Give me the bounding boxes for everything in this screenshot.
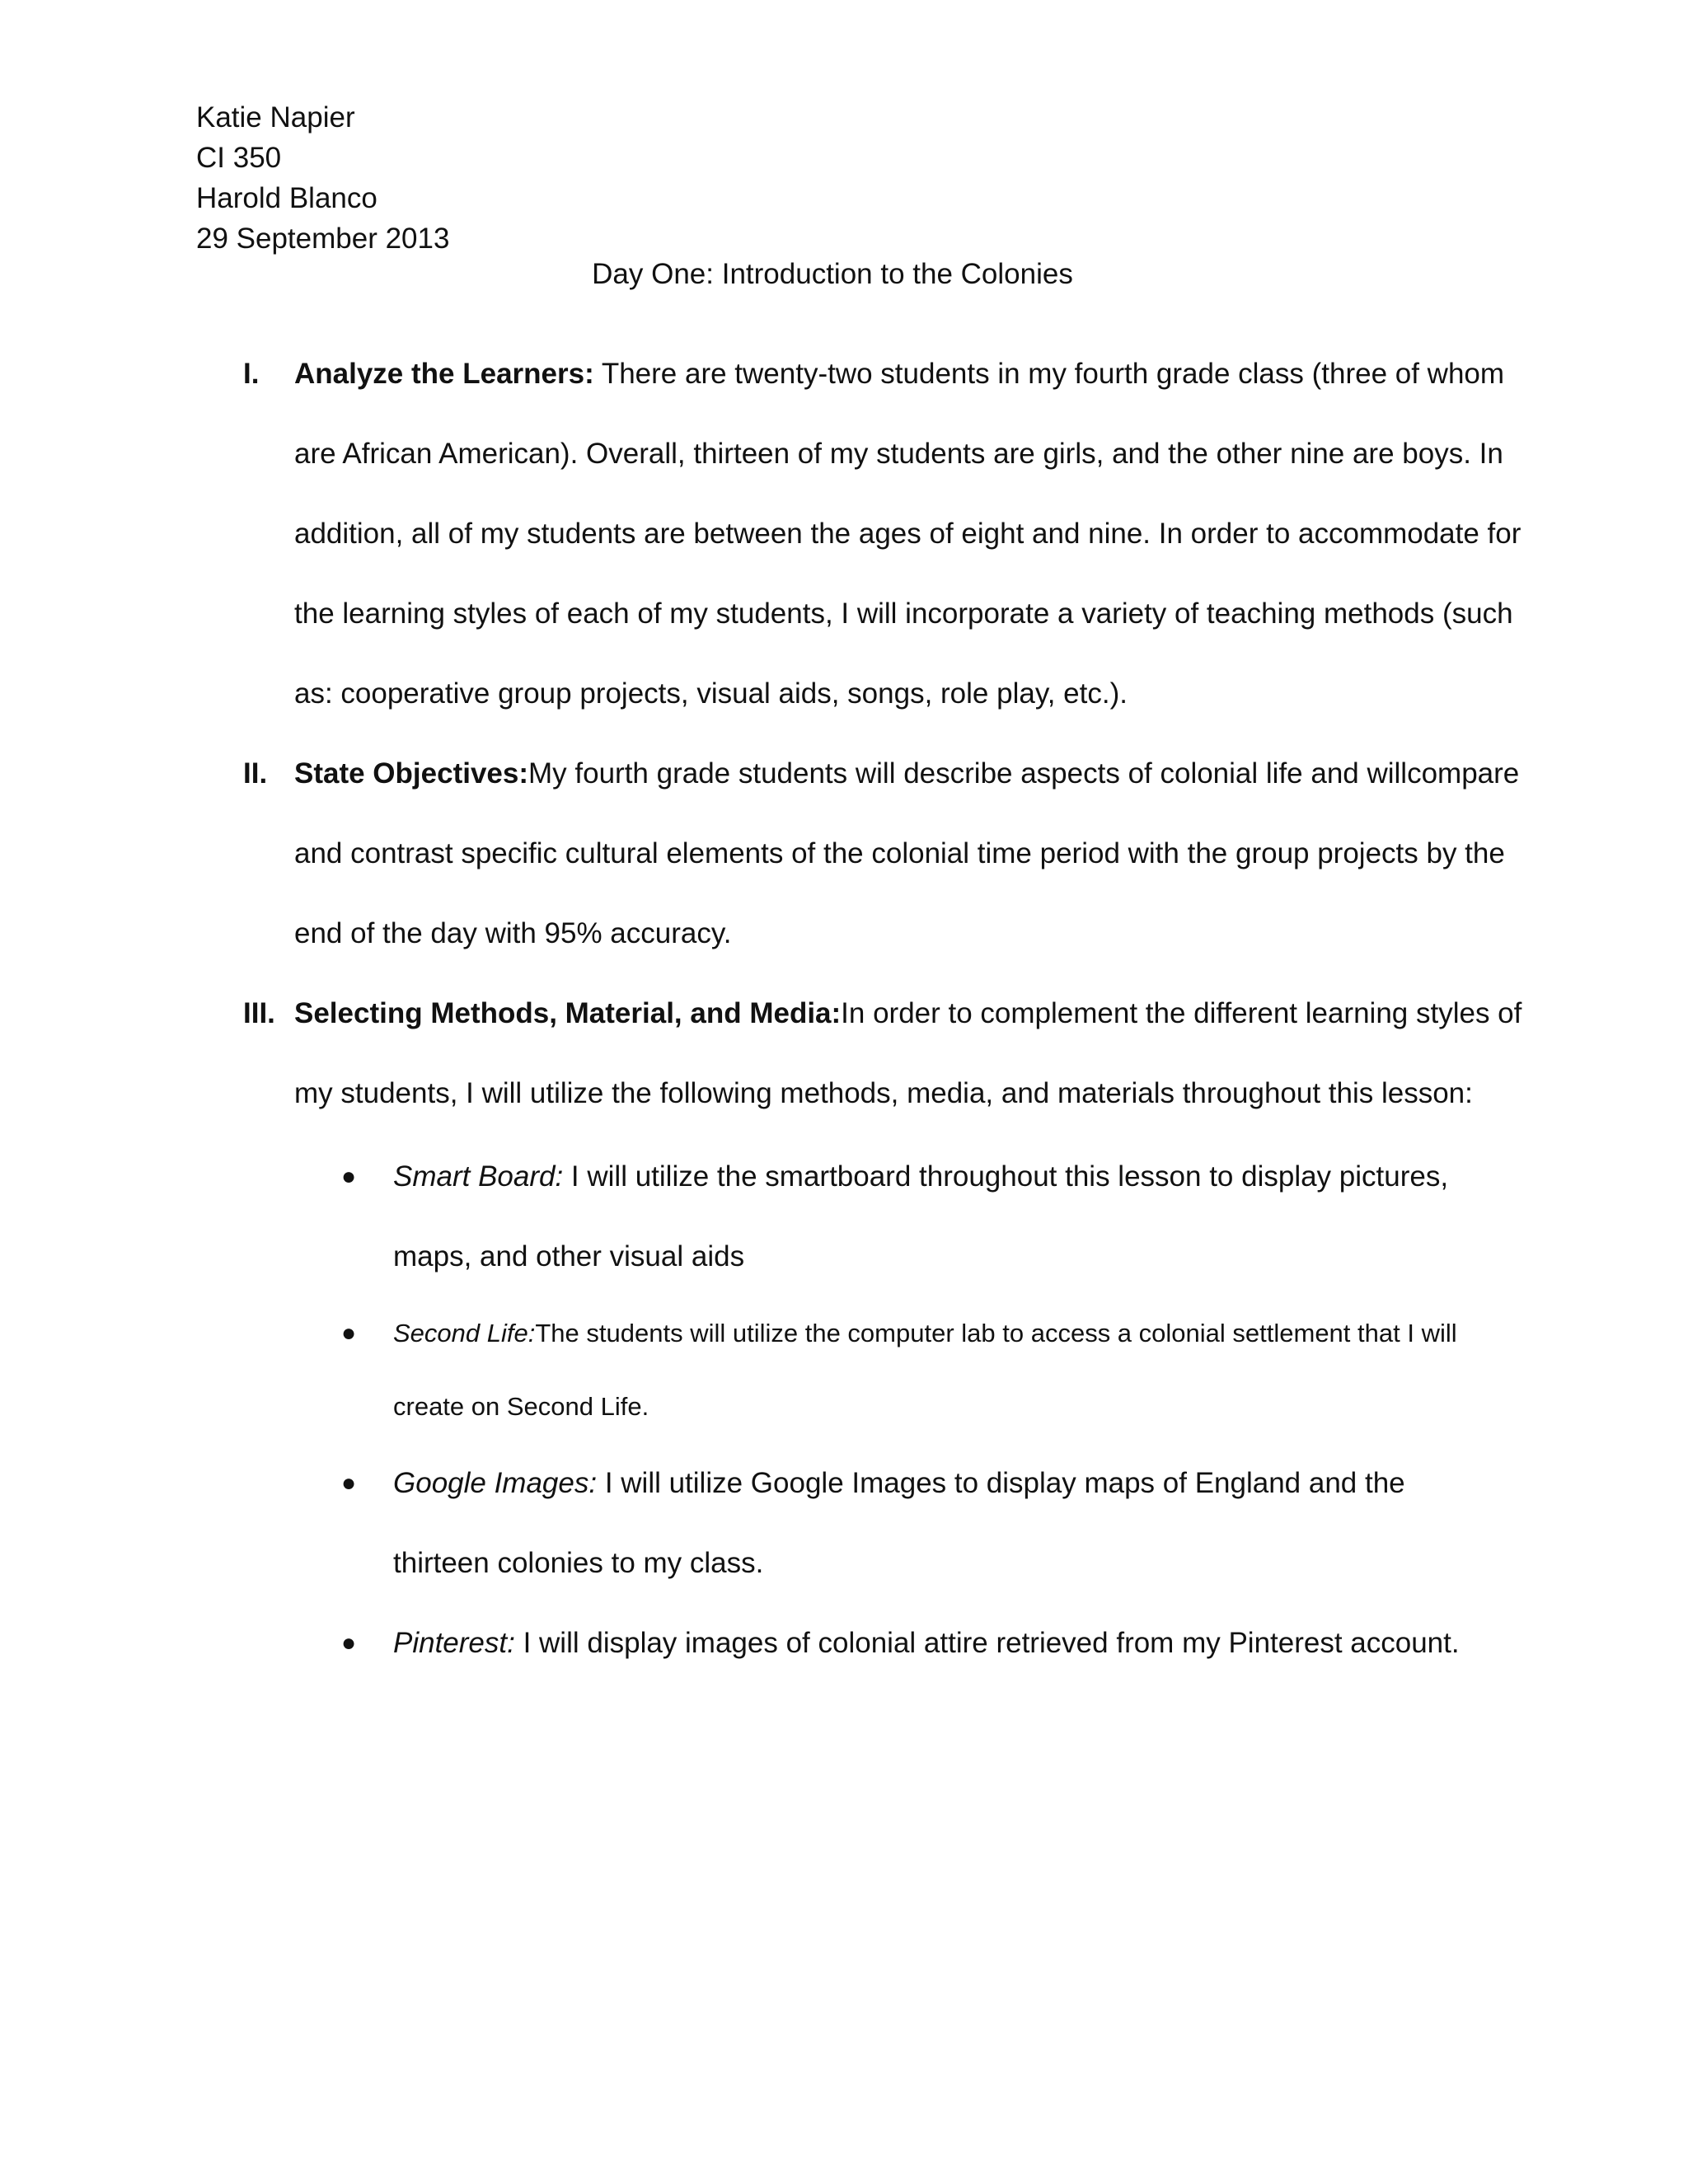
bullet-text: I will display images of colonial attire retrieved from my Pinterest account. [514,1627,1460,1659]
section-text: There are twenty-two students in my fourth grade class (three of whom are African American). Overall, thirteen of my students are girls, and the other nine are boys. In addition, all of my students are between the ages of eight and nine. In order to accommodate for the learning styles of each of my students, I will incorporate a variety of teaching methods (such as: cooperative group projects, visual aids, songs, role play, etc.). [294,358,1522,710]
section-state-objectives [243,733,1529,973]
section-analyze-learners [243,334,1529,733]
bullet-label: Google Images: [393,1467,598,1499]
instructor-name: Harold Blanco [196,182,377,214]
section-heading: Analyze the Learners: [294,358,594,390]
section-body [294,973,1529,1133]
list-item-pinterest [294,1603,1481,1683]
list-item-second-life [294,1296,1481,1443]
list-item-smart-board [294,1137,1481,1296]
section-text: In order to complement the different learning styles of my students, I will utilize the following methods, media, and materials throughout this lesson: [294,997,1522,1109]
bullet-text: I will utilize the smartboard throughout this lesson to display pictures, maps, and other visual aids [393,1160,1449,1272]
bullet-text: I will utilize Google Images to display maps of England and the thirteen colonies to my class. [393,1467,1405,1579]
course-code: CI 350 [196,142,282,174]
section-text: My fourth grade students will describe aspects of colonial life and willcompare and contrast specific cultural elements of the colonial time period with the group projects by the end of the day with 95% accuracy. [294,757,1520,949]
bullet-icon: ● [341,1629,357,1657]
bullet-label: Smart Board: [393,1160,564,1193]
bullet-icon: ● [341,1319,357,1347]
list-item-google-images [294,1443,1481,1603]
media-list [294,1137,1529,1683]
document-title: Day One: Introduction to the Colonies [592,258,1073,290]
section-heading: State Objectives: [294,757,528,790]
bullet-label: Pinterest: [393,1627,515,1659]
bullet-label: Second Life: [393,1319,536,1347]
section-numeral: I. [243,358,260,390]
section-numeral: III. [243,997,275,1029]
lesson-outline [243,334,1522,1683]
section-selecting-methods [243,973,1529,1683]
section-heading: Selecting Methods, Material, and Media: [294,997,842,1029]
document-date: 29 September 2013 [196,223,450,255]
section-body [294,334,1529,733]
section-body [294,733,1529,973]
bullet-icon: ● [341,1163,357,1190]
author-header [196,97,449,259]
bullet-icon: ● [341,1469,357,1497]
section-numeral: II. [243,757,268,790]
author-name: Katie Napier [196,101,355,134]
bullet-text: The students will utilize the computer lab to access a colonial settlement that I will create on Second Life. [393,1319,1457,1421]
